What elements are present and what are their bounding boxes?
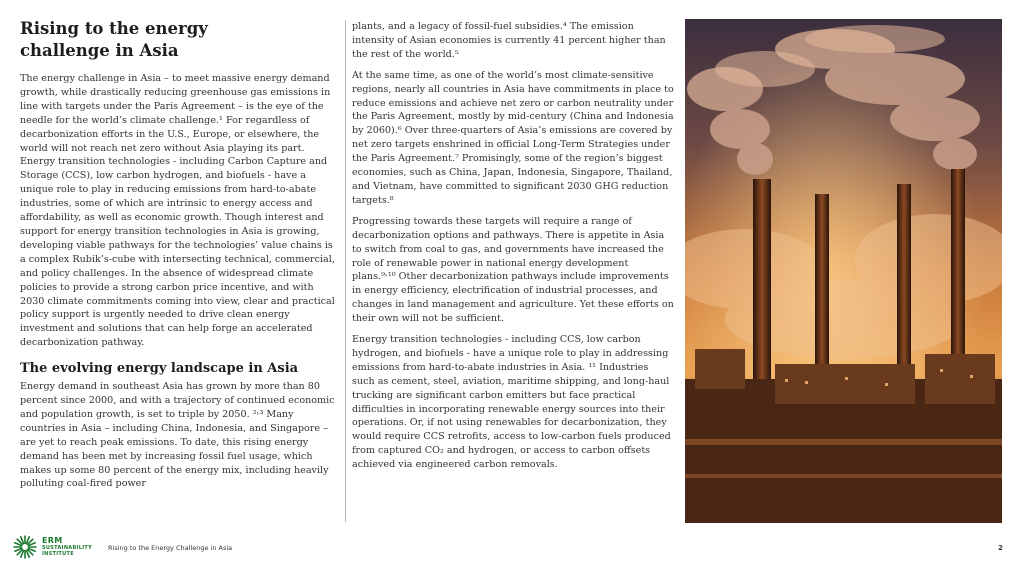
landscape-paragraph: Energy demand in southeast Asia has grown by more than 80 percent since 2000, and with a trajectory of continued economic and population growth, is set to triple by 2050. ²˒³ Many countries in Asia – including China, Indonesia, and Singapore – are yet to reach peak emissions. To date, this rising energy demand has been met by increasing fossil fuel usage, which makes up some 80 percent of the energy mix, including heavily polluting coal-fired power <box>20 381 335 490</box>
brand-erm: ERM <box>42 536 63 545</box>
brand-sustainability: SUSTAINABILITY <box>42 545 93 551</box>
middle-column <box>352 20 674 479</box>
page-number: 2 <box>998 544 1003 552</box>
column-divider <box>345 20 346 522</box>
title-line-1: Rising to the energy <box>20 19 208 38</box>
technologies-paragraph: Energy transition technologies - including CCS, low carbon hydrogen, and biofuels - have a unique role to play in addressing emissions from hard-to-abate industries in Asia. ¹¹ Industries such as cement, steel, aviation, maritime shipping, and long-haul trucking are significant carbon emitters but face practical difficulties in incorporating renewable energy sources into their operations. Or, if not using renewables for decarbonization, they would require CCS retrofits, access to low-carbon fuels produced from captured CO₂ and hydrogen, or access to carbon offsets achieved via engineered carbon removals. <box>352 334 671 471</box>
title-line-2: challenge in Asia <box>20 41 179 60</box>
left-column <box>20 18 340 498</box>
pathways-paragraph: Progressing towards these targets will require a range of decarbonization options and pathways. There is appetite in Asia to switch from coal to gas, and governments have increased the role of renewable power in national energy development plans.⁹˒¹⁰ Other decarbonization pathways include improvements in energy efficiency, electrification of industrial processes, and changes in land management and agriculture. Yet these efforts on their own will not be sufficient. <box>352 215 674 325</box>
emission-intensity-paragraph: plants, and a legacy of fossil-fuel subsidies.⁴ The emission intensity of Asian economies is currently 41 percent higher than the rest of the world.⁵ <box>352 21 666 60</box>
smokestacks-illustration <box>685 19 1002 523</box>
footer-brand <box>42 537 92 557</box>
page-title <box>20 18 340 62</box>
brand-institute: INSTITUTE <box>42 551 74 557</box>
section-heading: The evolving energy landscape in Asia <box>20 361 299 377</box>
industrial-smokestacks-photo <box>685 19 1002 523</box>
footer-document-title: Rising to the Energy Challenge in Asia <box>108 544 233 552</box>
commitments-paragraph: At the same time, as one of the world’s most climate-sensitive regions, nearly all countries in Asia have commitments in place to reduce emissions and achieve net zero or carbon neutrality under the Paris Agreement, mostly by mid-century (China and Indonesia by 2060).⁶ Over three-quarters of Asia’s emissions are covered by net zero targets enshrined in official Long-Term Strategies under the Paris Agreement.⁷ Promisingly, some of the region’s biggest economies, such as China, Japan, Indonesia, Singapore, Thailand, and Vietnam, have committed to significant 2030 GHG reduction targets.⁸ <box>352 69 674 206</box>
intro-paragraph: The energy challenge in Asia – to meet massive energy demand growth, while drastically reducing greenhouse gas emissions in line with targets under the Paris Agreement – is the eye of the needle for the world’s climate challenge.¹ For regardless of decarbonization efforts in the U.S., Europe, or elsewhere, the world will not reach net zero without Asia playing its part. Energy transition technologies - including Carbon Capture and Storage (CCS), low carbon hydrogen, and biofuels - have a unique role to play in reducing emissions from hard-to-abate industries, some of which are intrinsic to energy access and affordability, as well as economic growth. Though interest and support for energy transition technologies in Asia is growing, developing viable pathways for the technologies’ value chains is a complex Rubik’s-cube with intersecting technical, commercial, and policy challenges. In the absence of widespread climate policies to provide a strong carbon price incentive, and with 2030 climate commitments coming into view, clear and practical policy support is urgently needed to drive clean energy investment and solutions that can help forge an accelerated decarbonization pathway. <box>20 73 335 349</box>
erm-sunburst-logo-icon <box>12 534 38 560</box>
